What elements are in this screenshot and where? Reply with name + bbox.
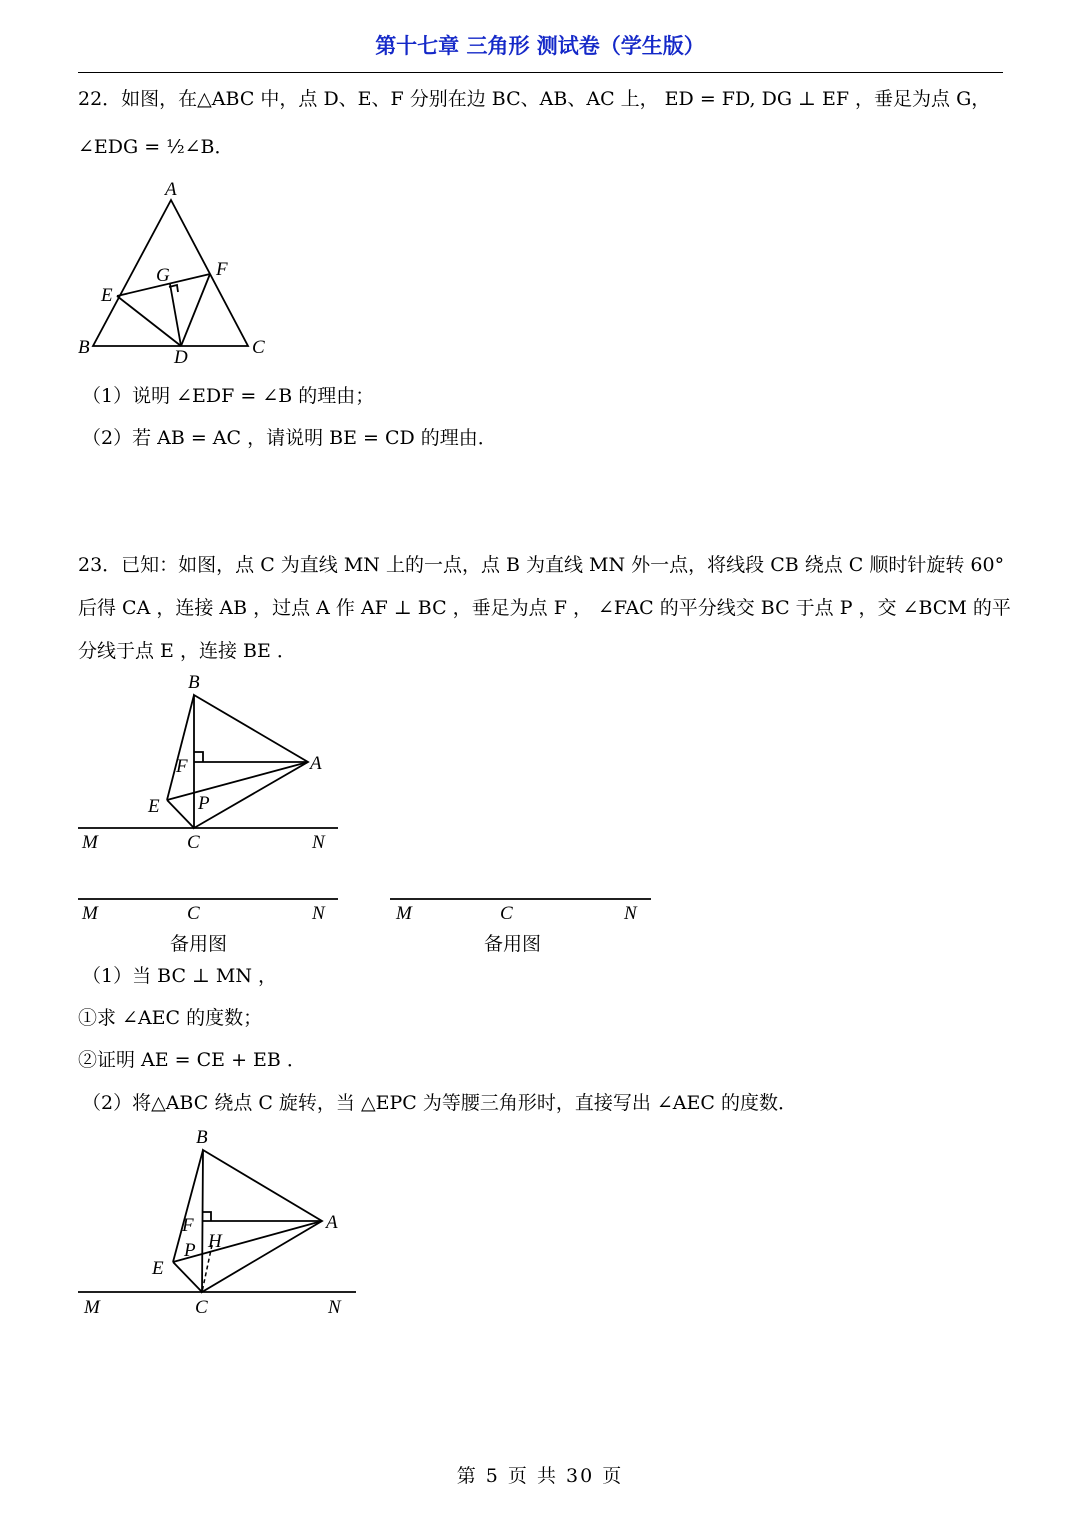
- q23-sub1b: ②证明 AE = CE + EB ．: [78, 1049, 306, 1071]
- q23-spare2-label-c: C: [500, 903, 513, 924]
- q23-label-e: E: [148, 796, 160, 817]
- q22-label-d: D: [174, 347, 188, 368]
- q23-main-figure: [70, 668, 360, 858]
- q23-statement-line1: 23．已知：如图，点 C 为直线 MN 上的一点，点 B 为直线 MN 外一点，将线段 CB 绕点 C 顺时针旋转 60°: [78, 554, 1005, 576]
- q23b-label-n: N: [328, 1297, 341, 1318]
- q23b-label-e: E: [152, 1258, 164, 1279]
- q23-spare1-label-n: N: [312, 903, 325, 924]
- q23b-label-f: F: [182, 1215, 194, 1236]
- header-divider: [78, 72, 1003, 73]
- q22-statement-line1: 22．如图，在△ABC 中，点 D、E、F 分别在边 BC、AB、AC 上， ED = FD, DG ⊥ EF ，垂足为点 G，: [78, 88, 991, 110]
- q23-label-a: A: [310, 753, 322, 774]
- q23b-label-b: B: [196, 1127, 208, 1148]
- page-header-title: 第十七章 三角形 测试卷（学生版）: [375, 34, 705, 58]
- q23-spare-caption-1: 备用图: [170, 933, 228, 955]
- q23-second-figure: [70, 1122, 370, 1327]
- q23-label-b: B: [188, 672, 200, 693]
- q23-label-p: P: [198, 793, 210, 814]
- q22-label-c: C: [252, 337, 265, 358]
- q23-spare-caption-2: 备用图: [484, 933, 542, 955]
- q23-label-m: M: [82, 832, 98, 853]
- q23-label-f: F: [176, 756, 188, 777]
- q22-label-b: B: [78, 337, 90, 358]
- q22-sub1: （1）说明 ∠EDF = ∠B 的理由；: [82, 385, 375, 407]
- q23-sub1: （1）当 BC ⊥ MN ，: [82, 965, 278, 987]
- q22-label-e: E: [101, 285, 113, 306]
- q23b-label-p: P: [184, 1240, 196, 1261]
- q23b-label-a: A: [326, 1212, 338, 1233]
- q22-label-f: F: [216, 259, 228, 280]
- q22-sub2: （2）若 AB = AC ，请说明 BE = CD 的理由．: [82, 427, 497, 449]
- q22-label-a: A: [165, 179, 177, 200]
- q23-label-n: N: [312, 832, 325, 853]
- q23b-label-c: C: [195, 1297, 208, 1318]
- q22-statement-line2: ∠EDG = ½∠B．: [78, 136, 234, 158]
- q23-spare2-label-n: N: [624, 903, 637, 924]
- q22-triangle-figure: [70, 175, 280, 370]
- q23b-label-m: M: [84, 1297, 100, 1318]
- q23-spare1-label-c: C: [187, 903, 200, 924]
- q23-spare-figure-2: [384, 888, 674, 928]
- q23-statement-line2: 后得 CA ，连接 AB ，过点 A 作 AF ⊥ BC ，垂足为点 F ， ∠FAC 的平分线交 BC 于点 P ，交 ∠BCM 的平: [78, 597, 1011, 619]
- q23b-label-h: H: [208, 1231, 222, 1252]
- q23-label-c: C: [187, 832, 200, 853]
- page-footer: 第 5 页 共 30 页: [456, 1465, 624, 1487]
- q23-sub1a: ①求 ∠AEC 的度数；: [78, 1007, 263, 1029]
- q23-sub2: （2）将△ABC 绕点 C 旋转，当 △EPC 为等腰三角形时，直接写出 ∠AEC 的度数．: [82, 1092, 797, 1114]
- q22-label-g: G: [156, 265, 170, 286]
- q23-spare-figure-1: [70, 888, 360, 928]
- q23-spare2-label-m: M: [396, 903, 412, 924]
- q23-statement-line3: 分线于点 E ，连接 BE ．: [78, 640, 296, 662]
- q23-spare1-label-m: M: [82, 903, 98, 924]
